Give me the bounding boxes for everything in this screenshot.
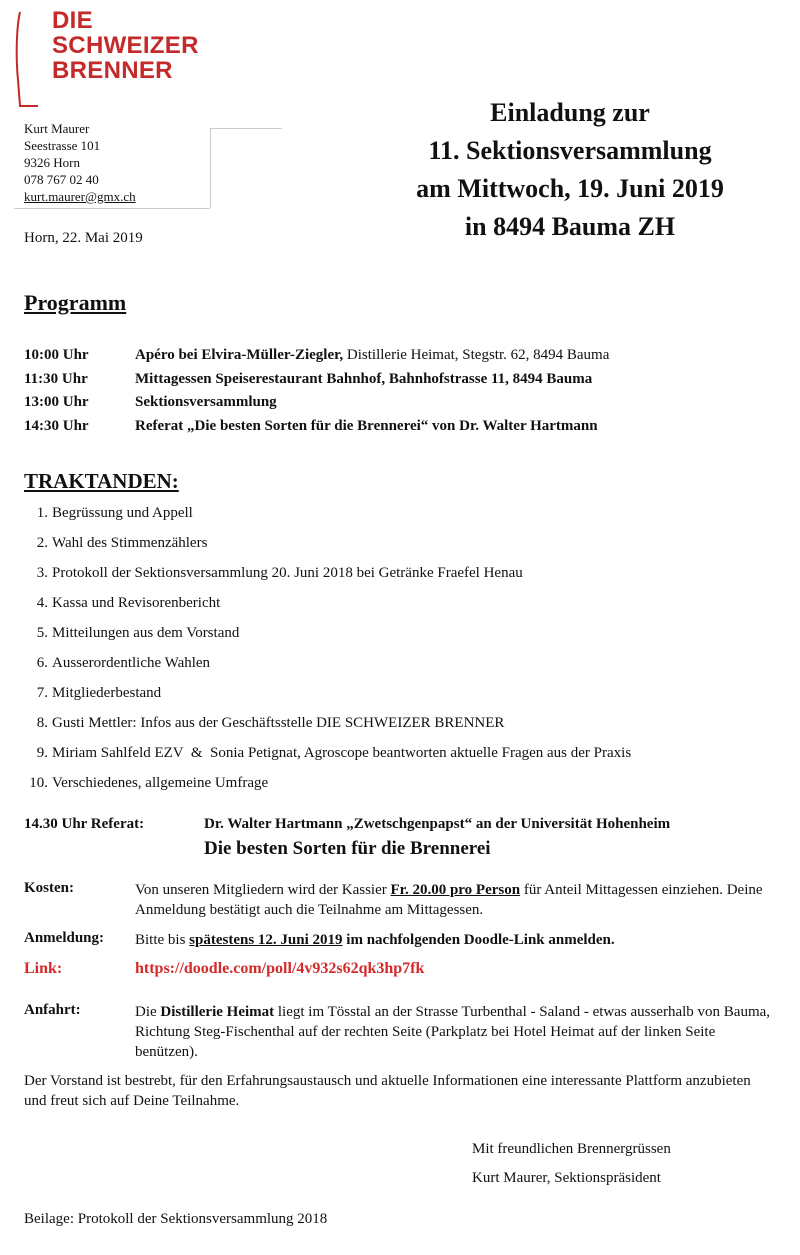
- beilage: Beilage: Protokoll der Sektionsversammlung 2018: [24, 1211, 328, 1227]
- program-location: Distillerie Heimat, Stegstr. 62, 8494 Bauma: [343, 347, 610, 363]
- anfahrt-label: Anfahrt:: [24, 1002, 81, 1018]
- brand-logo: [52, 8, 199, 83]
- item-text: Begrüssung und Appell: [52, 505, 193, 521]
- referat-title: Die besten Sorten für die Brennerei: [204, 838, 491, 859]
- program-activity: Apéro bei Elvira-Müller-Ziegler,: [135, 347, 344, 363]
- list-item: [20, 655, 780, 685]
- traktanden-list: [20, 505, 780, 805]
- title-line: in 8494 Bauma ZH: [464, 212, 676, 241]
- program-list: [24, 347, 784, 441]
- anmeldung-post: im nachfolgenden Doodle-Link anmelden.: [342, 932, 615, 948]
- program-row: [24, 371, 784, 395]
- item-text: Kassa und Revisorenbericht: [52, 595, 221, 611]
- sender-street: Seestrasse 101: [24, 138, 101, 153]
- item-number: 10.: [29, 775, 48, 791]
- anmeldung-label: Anmeldung:: [24, 930, 105, 946]
- invitation-title: [380, 94, 760, 246]
- list-item: [20, 745, 780, 775]
- brand-logo-glass-icon: [14, 10, 40, 110]
- logo-line: BRENNER: [52, 57, 173, 84]
- item-text: Mitgliederbestand: [52, 685, 162, 701]
- closing-paragraph: Der Vorstand ist bestrebt, für den Erfahrungsaustausch und aktuelle Informationen eine interessante Plattform anzubieten und freut sich auf Deine Teilnahme.: [24, 1073, 751, 1109]
- list-item: [20, 715, 780, 745]
- sender-phone: 078 767 02 40: [24, 172, 99, 187]
- anfahrt-pre: Die: [135, 1004, 161, 1020]
- item-text: Mitteilungen aus dem Vorstand: [52, 625, 240, 641]
- program-activity: Sektionsversammlung: [135, 394, 277, 410]
- list-item: [20, 775, 780, 805]
- address-frame-top: [210, 128, 282, 129]
- program-time: 14:30 Uhr: [24, 417, 89, 434]
- program-row: [24, 347, 784, 371]
- kosten-pre: Von unseren Mitgliedern wird der Kassier: [135, 882, 391, 898]
- item-text: Gusti Mettler: Infos aus der Geschäftsstelle DIE SCHWEIZER BRENNER: [52, 715, 505, 731]
- item-text: Miriam Sahlfeld EZV & Sonia Petignat, Agroscope beantworten aktuelle Fragen aus der Praxis: [52, 745, 632, 761]
- anmeldung-text: [135, 930, 775, 950]
- place-date: Horn, 22. Mai 2019: [24, 230, 143, 246]
- list-item: [20, 505, 780, 535]
- list-item: [20, 625, 780, 655]
- list-item: [20, 595, 780, 625]
- program-time: 13:00 Uhr: [24, 394, 89, 410]
- title-line: am Mittwoch, 19. Juni 2019: [416, 174, 724, 203]
- kosten-label: Kosten:: [24, 880, 74, 896]
- referat-label: 14.30 Uhr Referat:: [24, 816, 145, 832]
- traktanden-heading: TRAKTANDEN:: [24, 469, 179, 493]
- title-line: 11. Sektionsversammlung: [428, 136, 712, 165]
- anmeldung-pre: Bitte bis: [135, 932, 190, 948]
- program-time: 10:00 Uhr: [24, 347, 89, 363]
- item-text: Wahl des Stimmenzählers: [52, 535, 208, 551]
- item-number: 9.: [36, 745, 48, 761]
- sender-address: [24, 120, 136, 205]
- item-number: 4.: [36, 595, 48, 611]
- logo-line: SCHWEIZER: [52, 32, 199, 59]
- sender-name: Kurt Maurer: [24, 121, 90, 136]
- list-item: [20, 685, 780, 715]
- address-frame-bottom: [14, 208, 210, 209]
- item-text: Verschiedenes, allgemeine Umfrage: [52, 775, 269, 791]
- item-number: 6.: [36, 655, 48, 671]
- link-label: Link:: [24, 960, 63, 977]
- item-text: Protokoll der Sektionsversammlung 20. Juni 2018 bei Getränke Fraefel Henau: [52, 565, 523, 581]
- item-text: Ausserordentliche Wahlen: [52, 655, 211, 671]
- greeting: Mit freundlichen Brennergrüssen: [472, 1141, 671, 1157]
- logo-line: DIE: [52, 7, 93, 34]
- list-item: [20, 565, 780, 595]
- doodle-link[interactable]: https://doodle.com/poll/4v932s62qk3hp7fk: [135, 960, 425, 977]
- program-row: [24, 394, 784, 418]
- signature: Kurt Maurer, Sektionspräsident: [472, 1170, 661, 1186]
- item-number: 1.: [36, 505, 48, 521]
- program-time: 11:30 Uhr: [24, 370, 88, 387]
- item-number: 7.: [36, 685, 48, 701]
- program-activity: Mittagessen Speiserestaurant Bahnhof, Bahnhofstrasse 11, 8494 Bauma: [135, 370, 593, 387]
- item-number: 8.: [36, 715, 48, 731]
- program-activity: Referat „Die besten Sorten für die Brennerei“ von Dr. Walter Hartmann: [135, 417, 598, 434]
- item-number: 2.: [36, 535, 48, 551]
- list-item: [20, 535, 780, 565]
- anmeldung-deadline: spätestens 12. Juni 2019: [189, 932, 343, 948]
- kosten-post: für Anteil Mittagessen einziehen. Deine Anmeldung bestätigt auch die Teilnahme am Mittagessen.: [135, 882, 763, 918]
- sender-email-link[interactable]: kurt.maurer@gmx.ch: [24, 189, 136, 204]
- program-row: [24, 418, 784, 442]
- anfahrt-venue: Distillerie Heimat: [160, 1004, 275, 1020]
- address-frame-right: [210, 128, 211, 208]
- item-number: 3.: [36, 565, 48, 581]
- item-number: 5.: [36, 625, 48, 641]
- anfahrt-text: [135, 1002, 775, 1062]
- kosten-price: Fr. 20.00 pro Person: [390, 882, 521, 898]
- title-line: Einladung zur: [490, 98, 650, 127]
- sender-city: 9326 Horn: [24, 155, 80, 170]
- referat-speaker: Dr. Walter Hartmann „Zwetschgenpapst“ an der Universität Hohenheim: [204, 816, 671, 832]
- kosten-text: [135, 880, 775, 920]
- anfahrt-post: liegt im Tösstal an der Strasse Turbenthal - Saland - etwas ausserhalb von Bauma, Richtung Steg-Fischenthal auf der rechten Seite (Parkplatz bei Hotel Heimat auf der linken Seite benützen).: [135, 1004, 771, 1060]
- program-heading: Programm: [24, 290, 127, 315]
